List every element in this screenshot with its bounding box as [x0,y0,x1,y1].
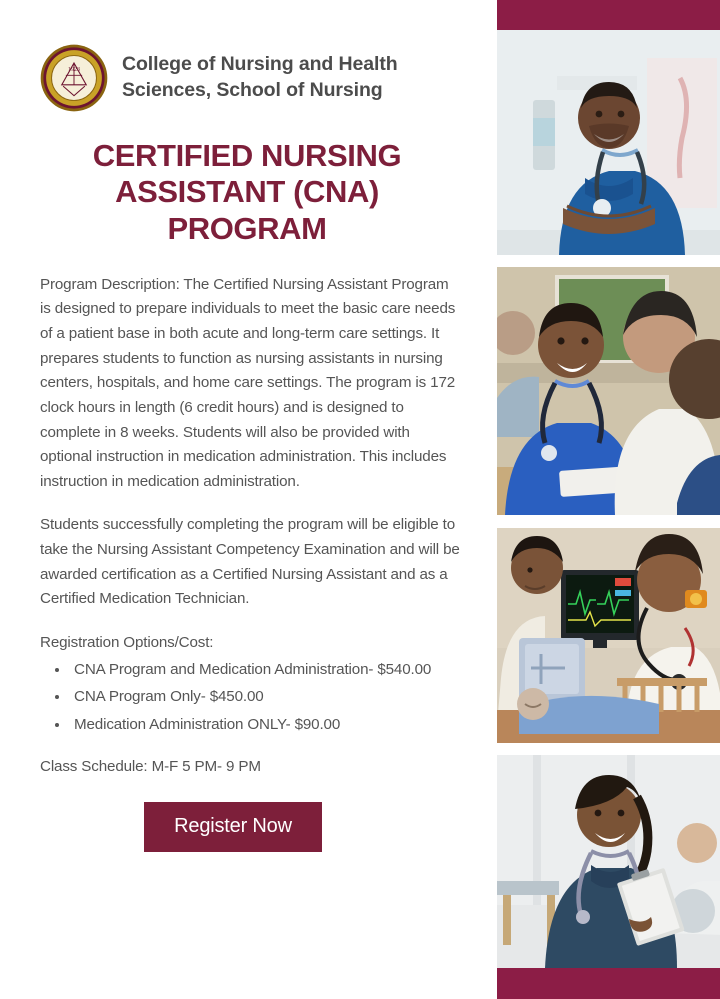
program-outcome-text: Students successfully completing the program will be eligible to take the Nursing Assistant Competency Examination and will be awarded certification as a Certified Nursing Assistant and as a Certified Medication Technician. [40,516,460,608]
registration-options-list [40,658,462,738]
svg-text:1923: 1923 [67,67,81,74]
list-item: • Medication Administration ONLY- $90.00 [70,713,462,738]
page-title-line2: ASSISTANT (CNA) [115,174,379,210]
register-now-button[interactable]: Register Now [144,802,322,852]
brand-header [40,44,462,112]
brand-name [122,52,398,104]
brand-name-line2: Sciences, School of Nursing [122,79,383,101]
program-description-text: Program Description: The Certified Nursing Assistant Program is designed to prepare individuals to meet the basic care needs of a patient base in both acute and long-term care settings. It prepares students to function as nursing assistants in nursing centers, hospitals, and home care settings. The program is 172 clock hours in length (6 credit hours) and is designed to complete in 8 weeks. Students will also be provided with optional instruction in medication administration. This includes instruction in medication administration. [40,275,456,490]
photo-nurse-with-clipboard [497,755,720,968]
page-title-line1: CERTIFIED NURSING [92,138,402,173]
list-item: • CNA Program Only- $450.00 [70,685,462,710]
university-seal-icon [40,44,108,112]
photo-column [497,0,720,999]
page-title-line3: PROGRAM [167,210,327,246]
brand-name-line1: College of Nursing and Health [122,53,398,76]
list-item: • CNA Program and Medication Administration- $540.00 [70,658,462,683]
photo-simulation-lab-bedside [497,528,720,743]
bottom-accent-bar [497,968,720,999]
registration-options-heading: Registration Options/Cost: [40,633,214,651]
photo-male-nurse-arms-crossed [497,30,720,255]
cta-container [40,802,462,852]
page-title [40,138,462,247]
top-accent-bar [497,0,720,30]
photo-nurse-speaking-with-colleagues [497,267,720,515]
class-schedule-text: Class Schedule: M-F 5 PM- 9 PM [40,758,261,776]
